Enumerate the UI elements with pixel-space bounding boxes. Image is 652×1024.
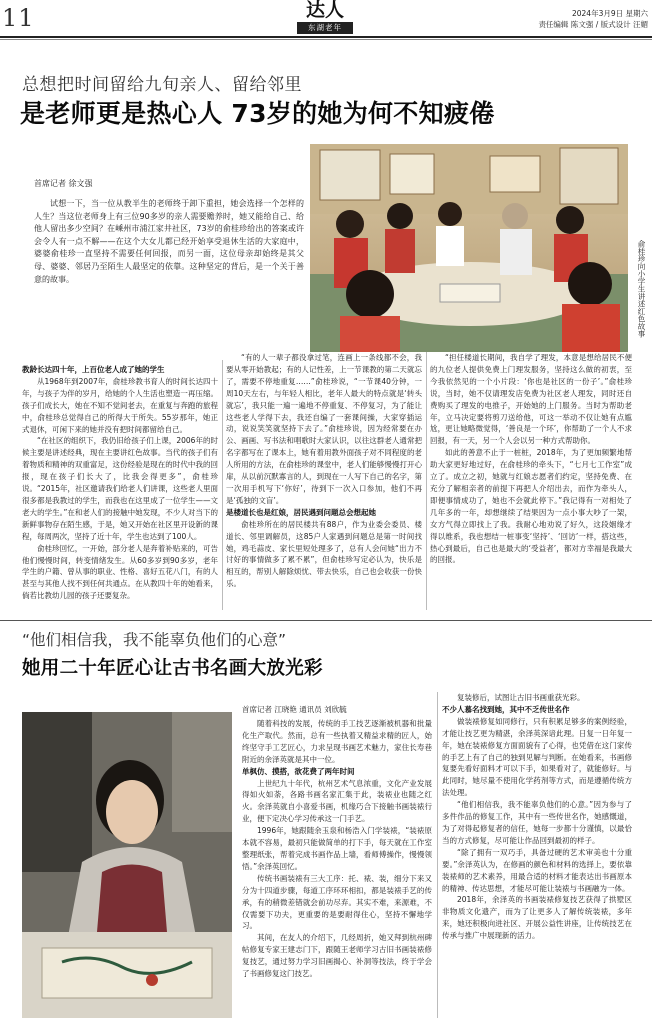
body-paragraph: “有的人一辈子都没拿过笔，连画上一条线都不会，我要从零开始教起；有的人记性差，上一节课教的第二天就忘了，需要不停地重复……”俞桂珍说，“一节课40分钟，一周10天左右，与年轻人相比，老年人最大的特点就是‘转头就忘’，我只能一遍一遍地不停重复、不停复习，为了能让这些老人学得下去，我还自编了一套课间操，大家穿插运动，说说笑笑就坚持下去了。”俞桂珍说，因为经常要在办公、画画、写书法和唱歌时大家认识，以往这群老人通常把名字都写在了课本上，她有着用教外面孩子对不同程度的老人所用的方法，在俞桂珍的课堂中，老人们能够慢慢打开心扉，从以前沉默寡言的人，到现在一人写下自己的名字，第一次用手机写下‘你好’，待到下一次入口参加，他们不再是‘孤独的文盲’。 (226, 353, 422, 505)
section-masthead (285, 0, 365, 36)
article1-title: 是老师更是热心人 73岁的她为何不知疲倦 (20, 99, 495, 128)
section-subhead: 教龄长达四十年，上百位老人成了她的学生 (22, 365, 165, 374)
body-paragraph: 1996年，她跟随余玉泉和杨浩入门学装裱，“装裱原本就不容易，最初只能做简单的打下手，每天就在工作室整理纸张，帮着完成书画作品上墙，看师傅操作，慢慢领悟。”余泽英回忆。 (242, 826, 432, 871)
body-paragraph: “担任楼道长期间，我自学了理发，本意是想给居民不便的九位老人提供免费上门理发服务，坚持这么做的初衷，至今我依然见的一个小片段：‘你也是社区的一份子’。”俞桂珍说，当时，她不仅请理发店免费为社区老人理发，同时还自费购买了理发的电推子，开始她的上门服务。当时为帮助老年，立马决定要将剪刀送给他，可这一举动不仅让她有点尴尬，更让她略微觉得，‘善良是一个环’，你帮助了一个人不求回报，有一天，另一个人会以另一种方式帮助你。 (430, 353, 632, 446)
column-separator (437, 692, 438, 1018)
body-paragraph: 其间，在友人的介绍下，几经周折，她又拜到杭州碑帖修复专家王建志门下，跟随王老师学习古旧书画装裱修复技艺，通过努力学习旧画揭心、补洞等技法，终于学会了书画修复这门技艺。 (242, 933, 432, 979)
editor-credits: 责任编辑 陈文强 / 版式设计 汪媚 (538, 20, 648, 29)
header-info (538, 8, 648, 30)
section-subhead: 是楼道长也是红娘，居民遇到问题总会想起她 (226, 507, 376, 517)
article-divider (0, 620, 652, 621)
article1-column-2 (226, 352, 422, 612)
article1-column-1 (22, 364, 218, 612)
lead-paragraph: 试想一下，当一位从教半生的老师终于卸下重担，她会选择一个怎样的人生？当这位老师身上有三位90多岁的亲人需要赡养时，她又能给自己、给他人留出多少空间？在嵊州市浦江家井社区，73岁的俞桂珍给出的答案或许会令人有一点不解——在这个大女儿都已经开始享受退休生活的大家庭中，婆婆俞桂珍一直坚持不需要任何回报，而另一面，这位母亲却始终是其父母、婆婆、邻居乃至陌生人最坚定的依靠。这种坚定的背后，是一个关于善意的故事。 (34, 199, 304, 284)
body-paragraph: 2018年，余泽英的书画装裱修复技艺获得了拱墅区非物质文化遗产，而为了让更多人了解传统装裱，多年来，她还积极向进社区、开展公益性讲座，让传统技艺在传承与推广中展现新的活力。 (442, 895, 632, 941)
article2-byline: 首席记者 江晓艳 通讯员 刘欣毓 (242, 705, 347, 714)
body-paragraph: 俞桂珍所在的居民楼共有88户，作为业委会委员、楼道长、邻里调解员，这85户人家遇到问题总是第一时间找她，鸡毛蒜皮、家长里短处理多了，总有人会问她“出力不讨好的事情做多了累不累”，但俞桂珍写定必认为，快乐是相互的，帮别人解除烦忧、带去快乐，自己也会收获一份快乐。 (226, 519, 422, 589)
body-paragraph: 上世纪九十年代，杭州艺术气息浓重，文化产业发展得如火如荼，各路书画名家汇集于此，装裱业也随之红火。余泽英就自小喜爱书画，机缘巧合下接触书画装裱行业，便下定决心学习传承这一门手艺。 (242, 778, 432, 824)
column-separator (426, 352, 427, 610)
article2-title: 她用二十年匠心让古书名画大放光彩 (22, 658, 323, 679)
article1-subtitle: 总想把时间留给九旬亲人、留给邻里 (22, 75, 302, 95)
body-paragraph: 俞桂珍回忆，一开始，部分老人是奔着补贴来的，可告他们慢慢时间，转变情绪发生。从60多岁到90多岁，老年学生的户籍、曾从事的职业、性格、喜好五花八门，有的人甚至与其他人找不到任何共通点。在从教四十年的她看来，倘若比教幼儿园的孩子还要复杂。 (22, 543, 218, 601)
page-number: 11 (2, 4, 35, 32)
article1-lead (34, 198, 304, 328)
issue-date: 2024年3月9日 星期六 (571, 9, 648, 18)
body-paragraph: 做装裱修复如同修行，只有积累足够多的案例经验，才能让技艺更为精湛，余泽英深谙此理。日复一日年复一年，她在装裱修复方面面貌有了心得，也凭借在这门家传的手艺上有了自己的独到见解与判断。在她看来，书画修复要先看好面料才可以下手，如果看对了，就能修好。与此同时，她尽量不使用化学药剂等方式，而是遵循传统方法处理。 (442, 716, 632, 798)
body-paragraph: 从1968年到2007年，俞桂珍教书育人的时间长达四十年，与孩子为伴的岁月，给她的个人生活也塑造一再压缩。孩子们成长大，她在不知不觉间老去，在重复与奔跑的旅程中，俞桂珍总觉得自己的所得大于所失。55岁那年，她正式退休，可闲下来的她并没有把时间都留给自己。 (22, 376, 218, 434)
body-paragraph: “除了拥有一双巧手，具备过硬的艺术审美也十分重要。”余泽英认为，在修画的颜色和材料的选择上，要依靠装裱师的艺术素养，用最合适的材料才能表达出书画原本的精神、传达思想，才能尽可能让装裱与书画融为一体。 (442, 847, 632, 893)
classroom-photo (310, 144, 628, 352)
header-rule (0, 36, 652, 38)
article1-byline: 首席记者 徐文强 (34, 179, 93, 188)
article2-column-2 (442, 692, 632, 1020)
body-paragraph: 复装修后，试图让古旧书画重获光彩。 (457, 693, 585, 702)
header-rule-thin (0, 39, 652, 40)
section-subhead: 单枫仿、摸搭，欲花费了两年时间 (242, 766, 355, 776)
restorer-photo-image (22, 712, 232, 1018)
section-title: 达人 (305, 0, 344, 21)
article2-subtitle: “他们相信我，我不能辜负他们的心意” (22, 631, 287, 649)
classroom-photo-image (310, 144, 628, 352)
body-paragraph: 如此的善意不止于一桩桩，2018年，为了更加频繁地帮助大家更好地过好，在俞桂珍的牵头下，“七月七工作室”成立了。成立之初，她就与红娘志愿者们约定，坚持免费、在充分了解相亲者的前提下再把人介绍出去，而作为牵头人，即便事情成功了，她也不会就此停下。”我记得有一对相处了几年多的一年，却想继续了结果因为一点小事大吵了一架，女方气得立即找上了我。我耐心地劝说了好久，这段姻缘才得以维系，我也想结一桩事变‘坚持’、‘回访’一样，搭这些，热心到最后，自己也是最大的‘受益者’，都对方幸福是我最大的回报。 (430, 448, 632, 565)
section-subtitle: 东湖老年 (297, 22, 353, 34)
body-paragraph: “在社区的组织下，我仍旧给孩子们上课，2006年的时候主要是讲述经典，现在主要讲红色故事。当代的孩子们有着物质和精神的双重富足，这份经验是现在的时代中我的回报，现在孩子们长大了，比我会得更多”，俞桂珍说。“2015年，社区邀请我们给老人们讲课，这些老人里面很多都是我教过的学生，而我也在这里成了一位学生——文老大的学生。”在和老人们的接触中她发现，不少人对当下的新鲜事物存在陌生感，于是，她又开始在社区里开设新的课程，每周两次，坚持了近十年，学生也达到了100人。 (22, 436, 218, 541)
body-paragraph: 随着科技的发展，传统的手工技艺逐渐被机器和批量化生产取代。然而，总有一些执着又精益求精的匠人，始终坚守手工艺匠心，力求呈现书画艺术魅力，家住长寿巷附近的余泽英就是其中一位。 (242, 719, 432, 764)
article2-column-1 (242, 718, 432, 1020)
article1-column-3 (430, 352, 632, 612)
body-paragraph: 传统书画装裱有三大工序：托、裱、装，细分下来又分为十四道步骤，每道工序环环相扣，都是装裱手艺的传承，有的稍微差错就会前功尽弃。其实不难，来源难，不仅需要下功夫，更重要的是要耐得住心，坚持不懈地学习。 (242, 873, 432, 931)
column-separator (222, 360, 223, 610)
section-subhead: 不少人慕名找到她，其中不乏传世名作 (442, 704, 570, 714)
body-paragraph: “他们相信我，我不能辜负他们的心意。”因为参与了多件作品的修复工作，其中有一些传世名作，她感慨道，为了对得起修复者的信任，她每一步都十分谨慎，以最恰当的方式修复，尽可能让作品回到最初的样子。 (442, 800, 632, 845)
photo-caption: 俞桂珍向小学生讲述红色故事 (637, 240, 646, 338)
restorer-photo (22, 712, 232, 1018)
